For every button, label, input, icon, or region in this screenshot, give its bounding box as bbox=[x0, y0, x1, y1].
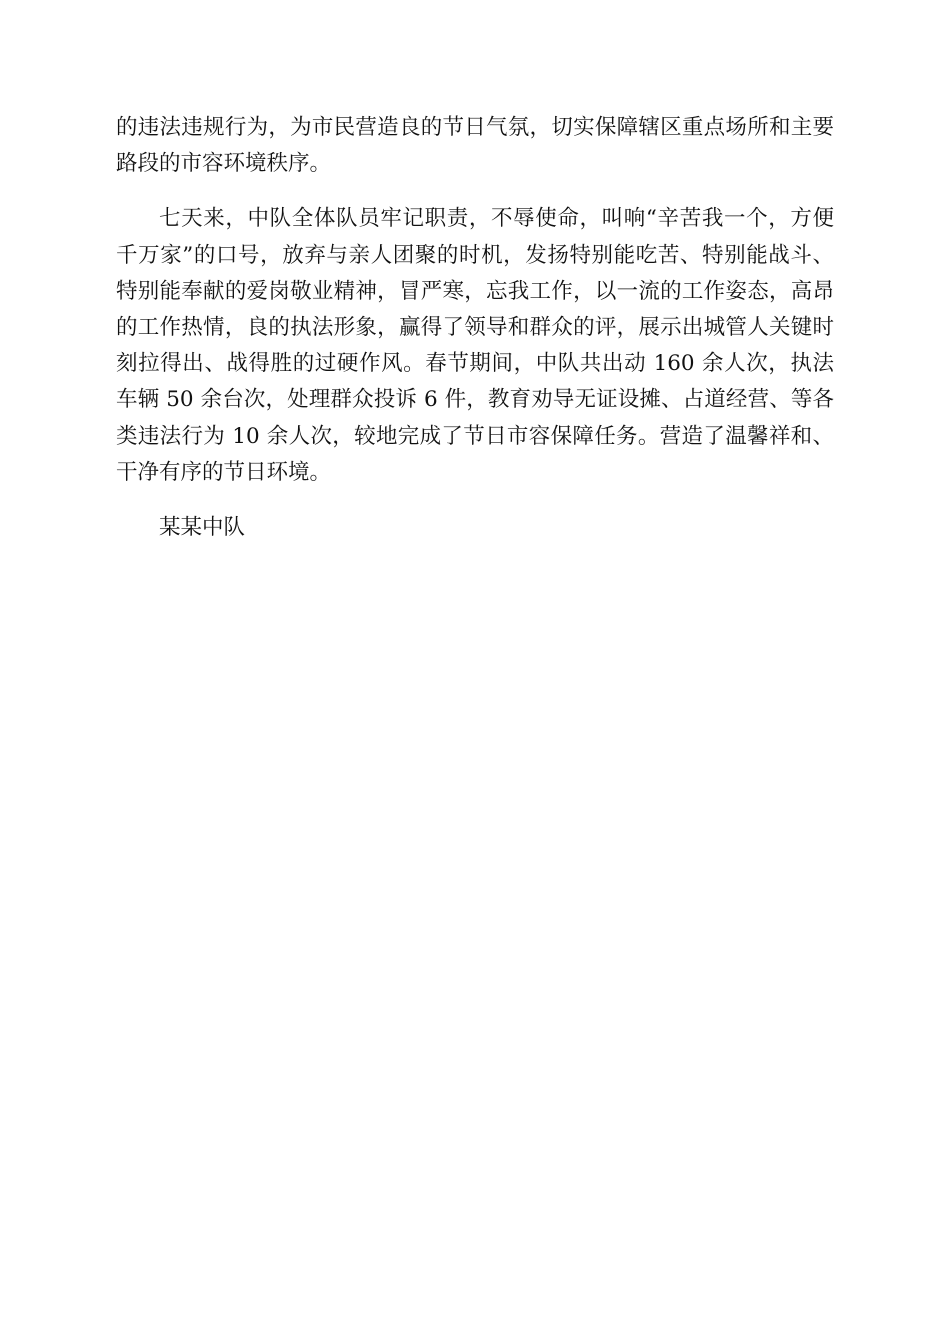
paragraph-summary: 七天来，中队全体队员牢记职责，不辱使命，叫响“辛苦我一个，方便千万家”的口号，放弃与亲人团聚的时机，发扬特别能吃苦、特别能战斗、特别能奉献的爱岗敬业精神，冒严寒，忘我工作，以一流的工作姿态，高昂的工作热情，良的执法形象，赢得了领导和群众的评，展示出城管人关键时刻拉得出、战得胜的过硬作风。春节期间，中队共出动 160 余人次，执法车辆 50 余台次，处理群众投诉 6 件，教育劝导无证设摊、占道经营、等各类违法行为 10 余人次，较地完成了节日市容保障任务。营造了温馨祥和、干净有序的节日环境。 bbox=[116, 206, 834, 485]
signature: 某某中队 bbox=[159, 515, 246, 541]
paragraph-continuation: 的违法违规行为，为市民营造良的节日气氛，切实保障辖区重点场所和主要路段的市容环境秩序。 bbox=[116, 115, 834, 177]
document-body bbox=[116, 110, 834, 546]
